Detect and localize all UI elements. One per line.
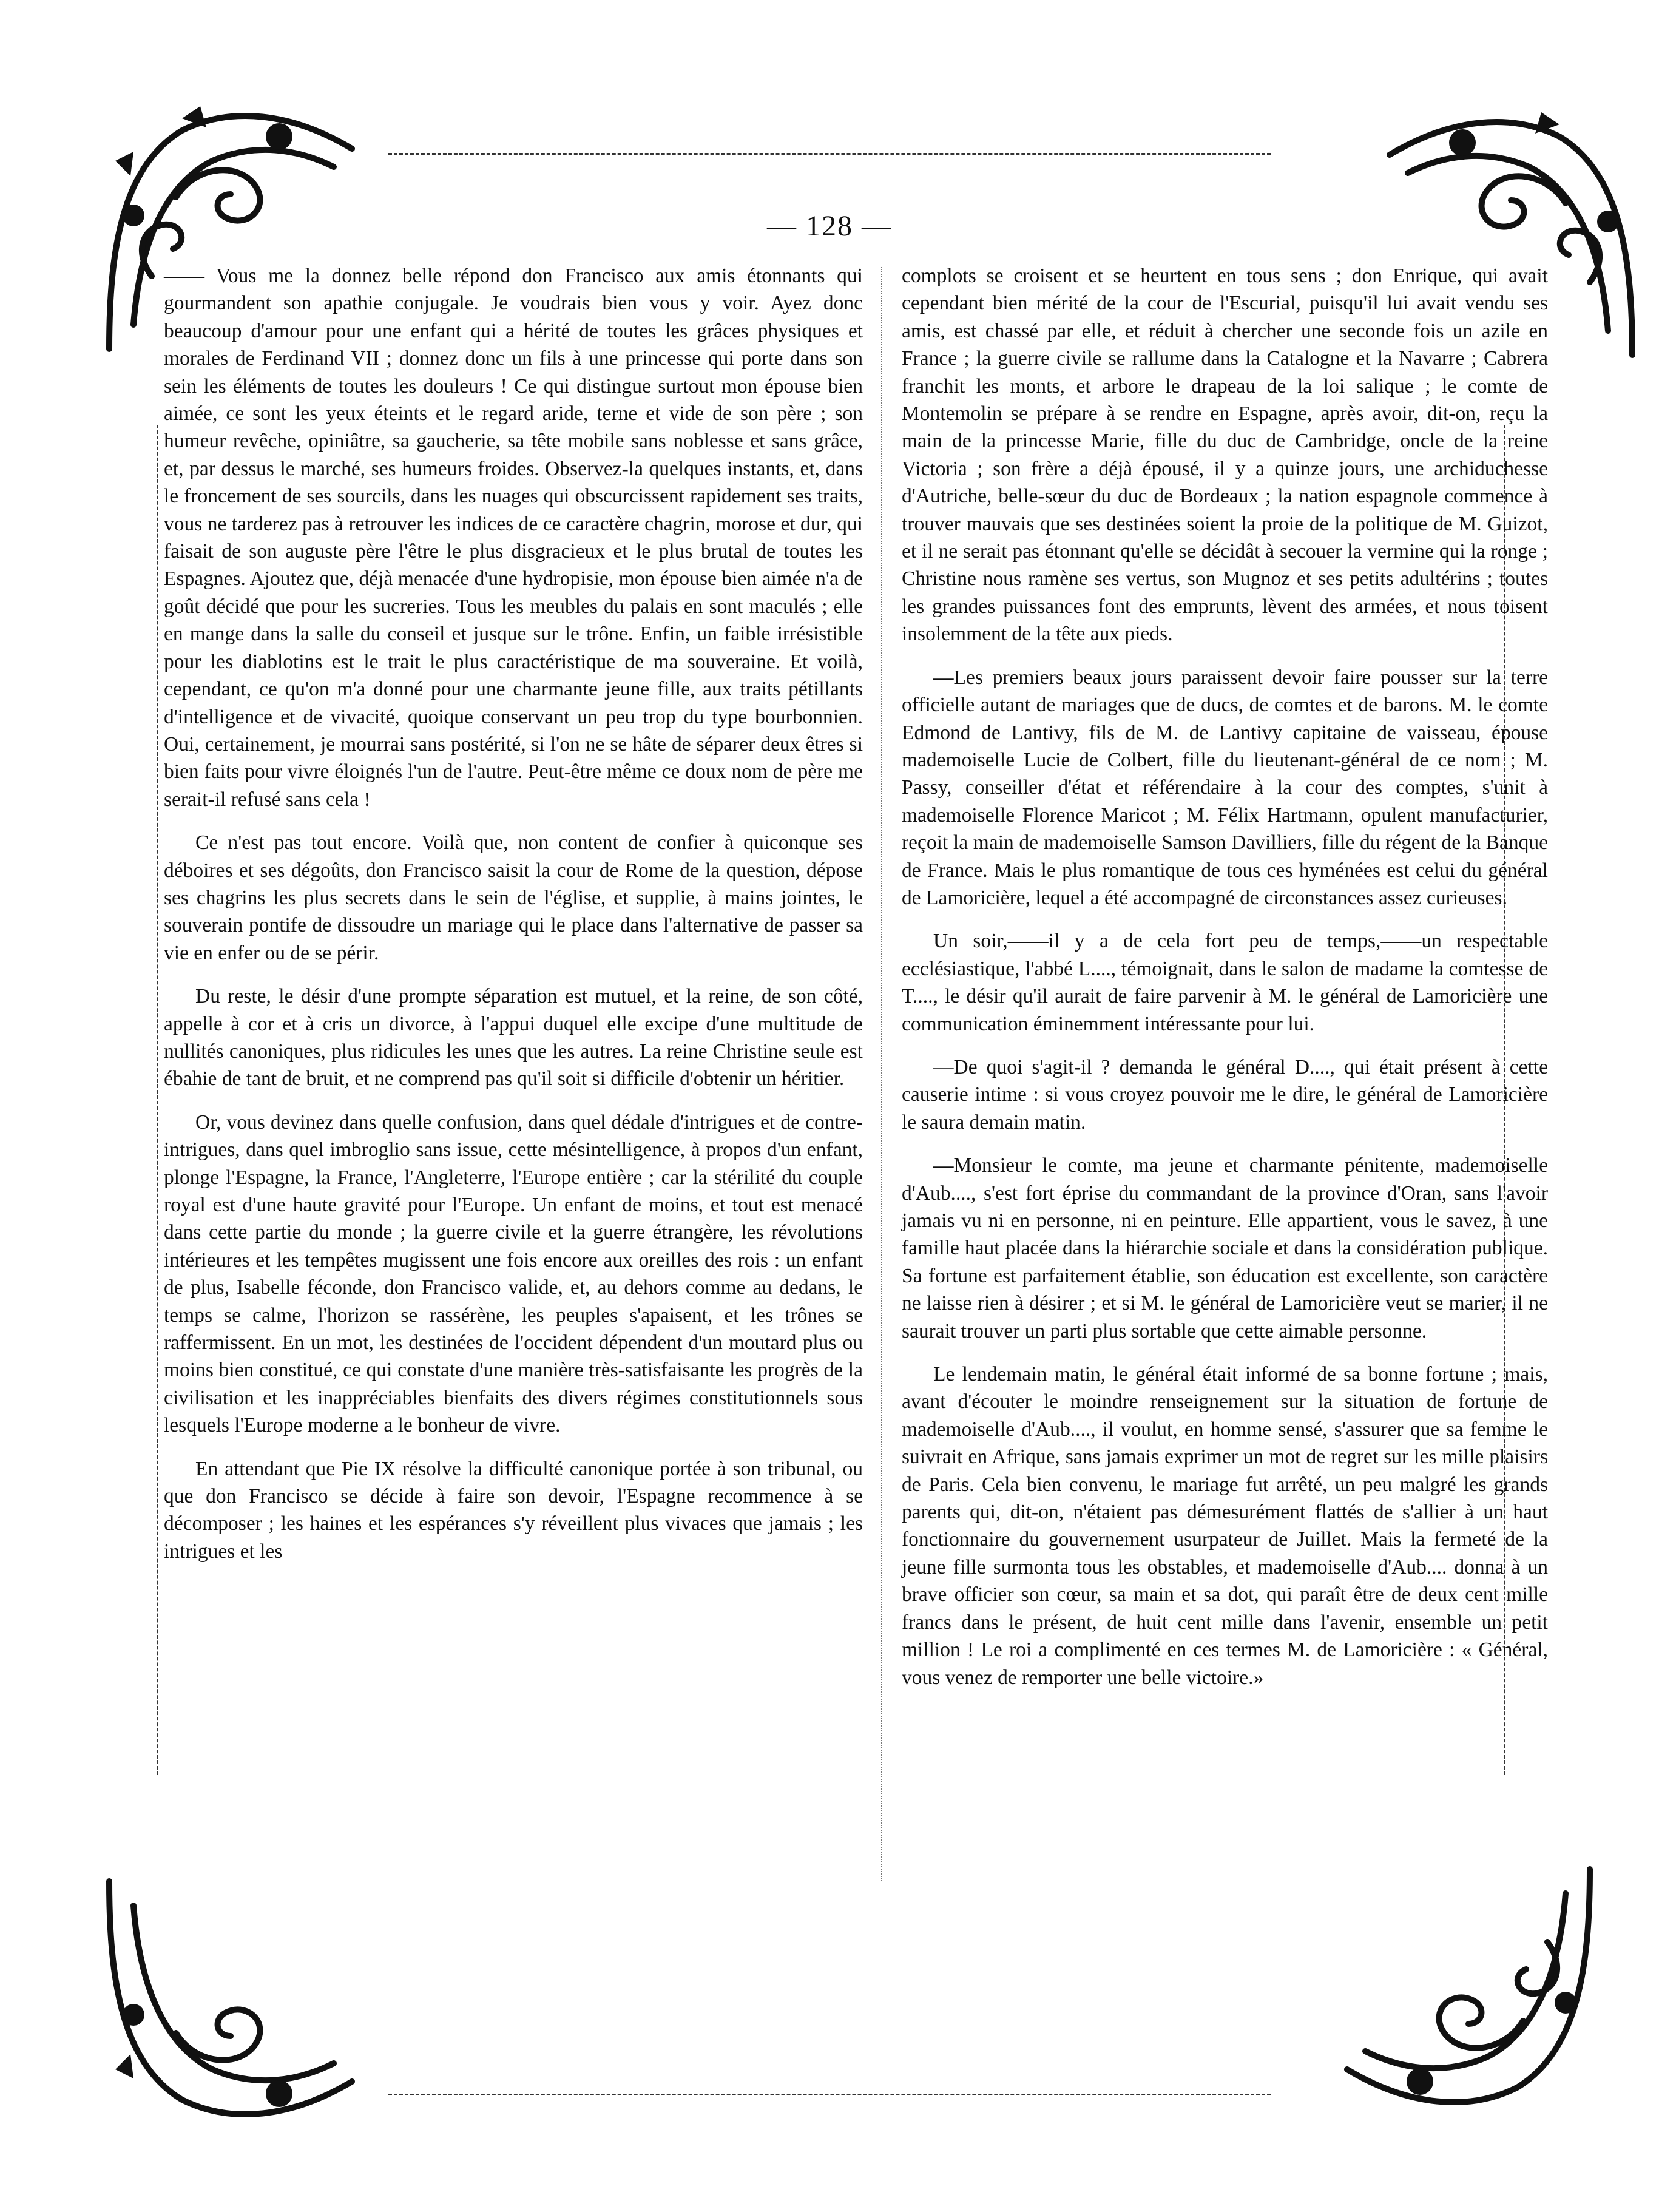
paragraph: complots se croisent et se heurtent en tous sens ; don Enrique, qui avait cependant bien mérité de la cour de l'Escurial, puisqu'il lui avait vendu ses amis, est chassé par elle, et réduit à chercher une seconde fois un azile en France ; la guerre civile se rallume dans la Catalogne et la Navarre ; Cabrera franchit les monts, et arbore le drapeau de la loi salique ; le comte de Montemolin se prépare à se rendre en Espagne, après avoir, dit-on, reçu la main de la princesse Marie, fille du duc de Cambridge, oncle de la reine Victoria ; son frère a déjà épousé, il y a quinze jours, une archiduchesse d'Autriche, belle-sœur du duc de Bordeaux ; la nation espagnole commence à trouver mauvais que ses destinées soient la proie de la politique de M. Guizot, et il ne serait pas étonnant qu'elle se décidât à secouer la vermine qui la ronge ; Christine nous ramène ses vertus, son Mugnoz et ses petits adultérins ; toutes les grandes puissances font des emprunts, lèvent des armées, et nous toisent insolemment de la tête aux pieds.	[902, 265, 1548, 646]
paragraph: Du reste, le désir d'une prompte séparation est mutuel, et la reine, de son côté, appelle à cor et à cris un divorce, à l'appui duquel elle excipe d'une multitude de nullités canoniques, plus ridicules les unes que les autres. La reine Christine seule est ébahie de tant de bruit, et ne comprend pas qu'il soit si difficile d'obtenir un héritier.	[164, 985, 863, 1091]
border-bottom-rule	[388, 2094, 1271, 2104]
corner-scroll-ornament-icon	[97, 1869, 364, 2136]
paragraph: Or, vous devinez dans quelle confusion, dans quel dédale d'intrigues et de contre-intrigues, dans quel imbroglio sans issue, cette mésintelligence, à propos d'un enfant, plonge l'Espagne, la France, l'Angleterre, l'Europe entière ; car la stérilité du couple royal est d'une haute gravité pour l'Europe. Un enfant de moins, et tout est menacé dans cette partie du monde ; la guerre civile et la guerre étrangère, les révolutions intérieures et les tempêtes mugissent une fois encore aux oreilles des rois : un enfant de plus, Isabelle féconde, don Francisco valide, et, au dehors comme au dedans, le temps se calme, l'horizon se rassérène, les peuples s'apaisent, et les trônes se raffermissent. En un mot, les destinées de l'occident dépendent d'un moutard plus ou moins bien constitué, ce qui constate d'une manière très-satisfaisante les progrès de la civilisation et les inappréciables bienfaits des divers régimes constitutionnels sous lesquels l'Europe moderne a le bonheur de vivre.	[164, 1111, 863, 1437]
paragraph: Un soir,——il y a de cela fort peu de temps,——un respectable ecclésiastique, l'abbé L...., témoignait, dans le salon de madame la comtesse de T...., le désir qu'il aurait de faire parvenir à M. le général de Lamoricière une communication éminemment intéressante pour lui.	[902, 930, 1548, 1035]
border-top-rule	[388, 153, 1271, 163]
paragraph: —Les premiers beaux jours paraissent devoir faire pousser sur la terre officielle autant de mariages que de ducs, de comtes et de barons. M. le comte Edmond de Lantivy, fils de M. de Lantivy capitaine de vaisseau, épouse mademoiselle Lucie de Colbert, fille du lieutenant-général de ce nom ; M. Passy, conseiller d'état et référendaire à la cour des comptes, s'unit à mademoiselle Florence Maricot ; M. Félix Hartmann, opulent manufacturier, reçoit la main de mademoiselle Samson Davilliers, fille du régent de la Banque de France. Mais le plus romantique de tous ces hyménées est celui du général de Lamoricière, lequel a été accompagné de circonstances assez curieuses.	[902, 666, 1548, 909]
paragraph: Ce n'est pas tout encore. Voilà que, non content de confier à quiconque ses déboires et ses dégoûts, don Francisco saisit la cour de Rome de la question, dépose ses chagrins les plus secrets dans le sein de l'église, et supplie, à mains jointes, le souverain pontife de dissoudre un mariage qui le place dans l'alternative de passer sa vie en enfer ou de se périr.	[164, 831, 863, 964]
paragraph: En attendant que Pie IX résolve la difficulté canonique portée à son tribunal, ou que don Francisco se décide à faire son devoir, l'Espagne recommence à se décomposer ; les haines et les espérances s'y réveillent plus vivaces que jamais ; les intrigues et les	[164, 1457, 863, 1563]
column-divider	[881, 267, 882, 1881]
paragraph: Le lendemain matin, le général était informé de sa bonne fortune ; mais, avant d'écouter le moindre renseignement sur la situation de fortune de mademoiselle d'Aub...., il voulut, en homme sensé, s'assurer que sa femme le suivrait en Afrique, sans jamais exprimer un mot de regret sur les mille plaisirs de Paris. Cela bien convenu, le mariage fut arrêté, un peu malgré les grands parents qui, dit-on, n'étaient pas démesurément flattés de s'allier à un haut fonctionnaire du gouvernement usurpateur de Juillet. Mais la fermeté de la jeune fille surmonta tous les obstables, et mademoiselle d'Aub.... donna à un brave officier son cœur, sa main et sa dot, qui paraît être de deux cent mille francs dans le présent, de huit cent mille dans l'avenir, ensemble un petit million ! Le roi a complimenté en ces termes M. de Lamoricière : « Général, vous venez de remporter une belle victoire.»	[902, 1363, 1548, 1689]
right-column	[902, 262, 1548, 1707]
paragraph: —De quoi s'agit-il ? demanda le général D...., qui était présent à cette causerie intime : si vous croyez pouvoir me le dire, le général de Lamoricière le saura demain matin.	[902, 1055, 1548, 1134]
border-left-rule	[157, 425, 158, 1775]
paragraph: —— Vous me la donnez belle répond don Francisco aux amis étonnants qui gourmandent son apathie conjugale. Je voudrais bien vous y voir. Ayez donc beaucoup d'amour pour une enfant qui a hérité de toutes les grâces physiques et morales de Ferdinand VII ; donnez donc un fils à une princesse qui porte dans son sein les éléments de toutes les douleurs ! Ce qui distingue surtout mon épouse bien aimée, ce sont les yeux éteints et le regard aride, terne et vide de son père ; son humeur revêche, opiniâtre, sa gaucherie, sa tête mobile sans noblesse et sans grâce, et, par dessus le marché, ses humeurs froides. Observez-la quelques instants, et, dans le froncement de ses sourcils, dans les nuages qui obscurcissent rapidement ses traits, vous ne tarderez pas à retrouver les indices de ce caractère chagrin, morose et dur, qui faisait de son auguste père l'être le plus disgracieux et le plus brutal de toutes les Espagnes. Ajoutez que, déjà menacée d'une hydropisie, mon épouse bien aimée n'a de goût décidé que pour les sucreries. Tous les meubles du palais en sont maculés ; elle en mange dans la salle du conseil et jusque sur le trône. Enfin, un faible irrésistible pour les diablotins est le trait le plus caractéristique de ma souveraine. Et voilà, cependant, ce qu'on m'a donné pour une charmante jeune fille, aux traits pétillants d'intelligence et de vivacité, quoique conservant un peu trop du type bourbonnien. Oui, certainement, je mourrai sans postérité, si l'on ne se hâte de séparer deux êtres si bien faits pour vivre éloignés l'un de l'autre. Peut-être même ce doux nom de père me serait-il refusé sans cela !	[164, 265, 863, 811]
corner-scroll-ornament-icon	[1335, 1857, 1602, 2124]
paragraph: —Monsieur le comte, ma jeune et charmante pénitente, mademoiselle d'Aub...., s'est fort éprise du commandant de la province d'Oran, sans l'avoir jamais vu ni en personne, ni en peinture. Elle appartient, vous le savez, à une famille haut placée dans la hiérarchie sociale et dans la considération publique. Sa fortune est parfaitement établie, son éducation est excellente, son caractère ne laisse rien à désirer ; et si M. le général de Lamoricière veut se marier, il ne saurait trouver un parti plus sortable que cette aimable personne.	[902, 1154, 1548, 1342]
left-column	[164, 262, 863, 1581]
page-number: — 128 —	[767, 210, 892, 242]
